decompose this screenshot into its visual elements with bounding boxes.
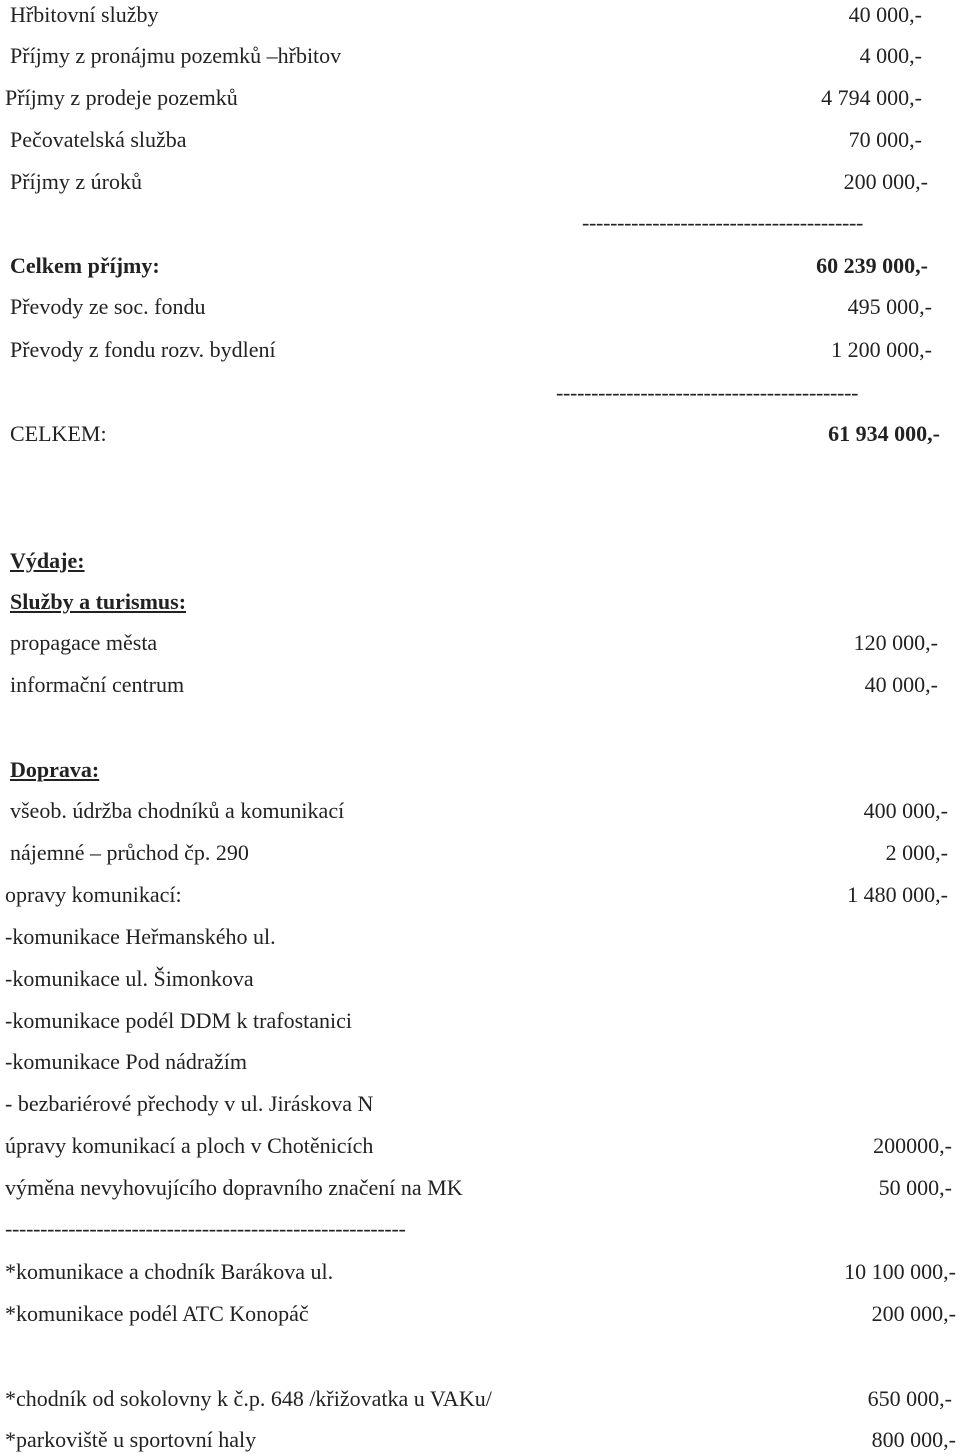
list-item: -komunikace podél DDM k trafostanici	[5, 1008, 353, 1033]
separator-line: ---------------------------------------------------------	[5, 1216, 406, 1241]
amount-sports-hall-parking: 800 000,-	[871, 1427, 956, 1452]
label-cemetery-services: Hřbitovní služby	[10, 2, 159, 27]
separator-line: -------------------------------------------	[556, 380, 859, 405]
amount-chotenice-roads: 200000,-	[873, 1133, 952, 1158]
heading-transport: Doprava:	[10, 757, 100, 782]
amount-passage-rent: 2 000,-	[885, 840, 948, 865]
amount-barakova-road: 10 100 000,-	[844, 1259, 956, 1284]
list-item: -komunikace Heřmanského ul.	[5, 924, 276, 949]
amount-land-sale: 4 794 000,-	[821, 85, 922, 110]
amount-interest: 200 000,-	[843, 169, 928, 194]
label-passage-rent: nájemné – průchod čp. 290	[10, 840, 249, 865]
label-info-center: informační centrum	[10, 672, 185, 697]
list-item: -komunikace Pod nádražím	[5, 1049, 247, 1074]
amount-grand-total: 61 934 000,-	[828, 421, 940, 446]
list-item: - bezbariérové přechody v ul. Jiráskova N	[5, 1091, 374, 1116]
label-general-maintenance: všeob. údržba chodníků a komunikací	[10, 798, 345, 823]
label-rent-income: Příjmy z pronájmu pozemků –hřbitov	[10, 43, 342, 68]
amount-info-center: 40 000,-	[864, 672, 938, 697]
amount-general-maintenance: 400 000,-	[863, 798, 948, 823]
amount-cemetery-services: 40 000,-	[848, 2, 922, 27]
amount-atc-road: 200 000,-	[871, 1301, 956, 1326]
amount-sokolovna-sidewalk: 650 000,-	[867, 1386, 952, 1411]
amount-care-service: 70 000,-	[848, 127, 922, 152]
label-traffic-signs: výměna nevyhovujícího dopravního značení na MK	[5, 1175, 463, 1200]
heading-services-tourism: Služby a turismus:	[10, 589, 187, 614]
label-sports-hall-parking: *parkoviště u sportovní haly	[5, 1427, 257, 1452]
heading-expenses: Výdaje:	[10, 548, 85, 573]
label-land-sale: Příjmy z prodeje pozemků	[5, 85, 238, 110]
label-chotenice-roads: úpravy komunikací a ploch v Chotěnicích	[5, 1133, 374, 1158]
amount-traffic-signs: 50 000,-	[878, 1175, 952, 1200]
label-city-promotion: propagace města	[10, 630, 158, 655]
amount-city-promotion: 120 000,-	[853, 630, 938, 655]
label-total-income: Celkem příjmy:	[10, 253, 160, 278]
label-atc-road: *komunikace podél ATC Konopáč	[5, 1301, 309, 1326]
separator-line: ----------------------------------------	[582, 210, 864, 235]
list-item: -komunikace ul. Šimonkova	[5, 966, 254, 991]
label-housing-fund: Převody z fondu rozv. bydlení	[10, 337, 276, 362]
amount-road-repairs: 1 480 000,-	[847, 882, 948, 907]
label-care-service: Pečovatelská služba	[10, 127, 187, 152]
label-sokolovna-sidewalk: *chodník od sokolovny k č.p. 648 /křižovatka u VAKu/	[5, 1386, 492, 1411]
amount-total-income: 60 239 000,-	[816, 253, 928, 278]
label-road-repairs: opravy komunikací:	[5, 882, 182, 907]
label-barakova-road: *komunikace a chodník Barákova ul.	[5, 1259, 334, 1284]
label-interest: Příjmy z úroků	[10, 169, 142, 194]
label-social-fund: Převody ze soc. fondu	[10, 294, 206, 319]
label-grand-total: CELKEM:	[10, 421, 107, 446]
amount-rent-income: 4 000,-	[859, 43, 922, 68]
amount-social-fund: 495 000,-	[847, 294, 932, 319]
amount-housing-fund: 1 200 000,-	[831, 337, 932, 362]
